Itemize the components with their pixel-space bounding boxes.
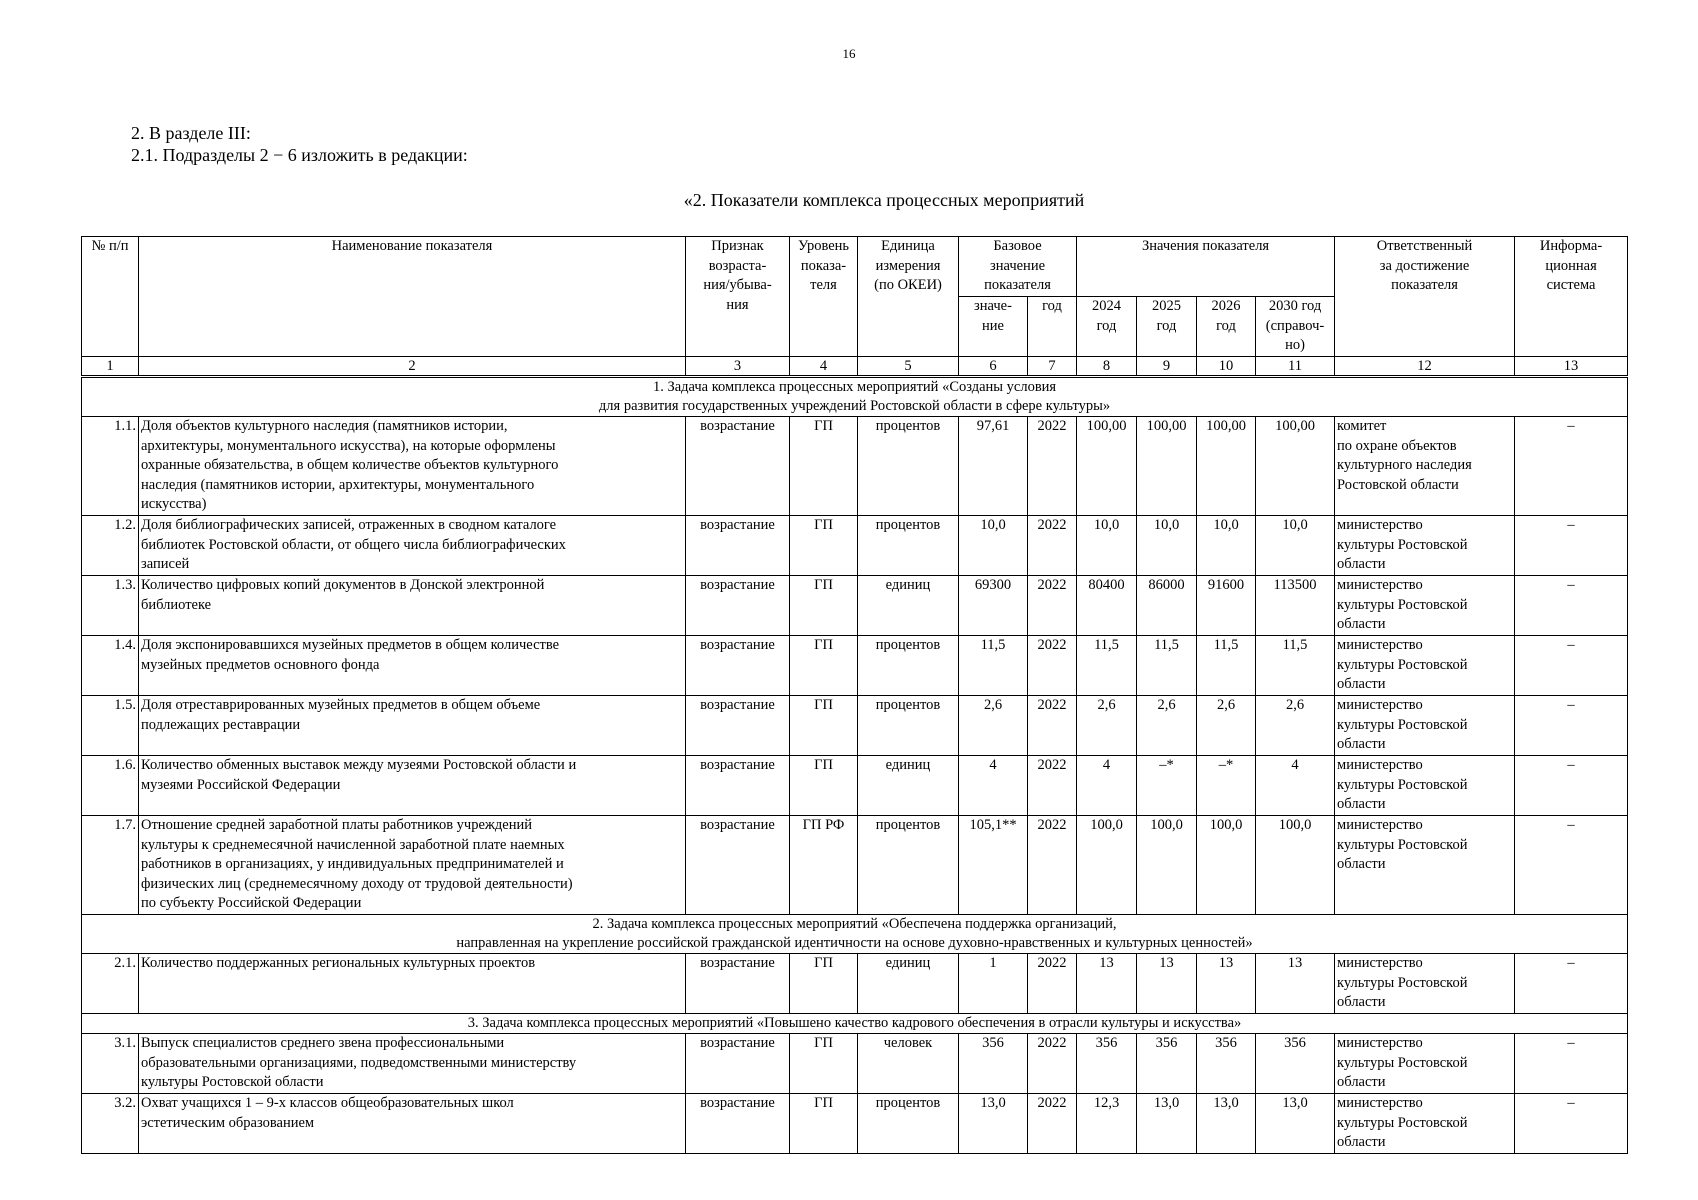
value-2026: 11,5 — [1197, 635, 1256, 695]
base-value: 4 — [959, 755, 1028, 815]
indicator-level: ГП — [790, 695, 858, 755]
trend-sign: возрастание — [686, 1033, 790, 1093]
table-row — [82, 1093, 1628, 1153]
base-value: 1 — [959, 953, 1028, 1013]
indicators-table — [81, 236, 1628, 1154]
table-row — [82, 417, 1628, 516]
intro-line-1: 2. В разделе III: — [131, 123, 251, 143]
unit-of-measure: процентов — [858, 815, 959, 914]
table-row — [82, 515, 1628, 575]
value-2024: 13 — [1077, 953, 1137, 1013]
information-system: – — [1515, 635, 1628, 695]
section-title: 1. Задача комплекса процессных мероприятий «Созданы условия для развития государственных учреждений Ростовской области в сфере культуры» — [82, 377, 1628, 417]
table-row — [82, 815, 1628, 914]
indicator-name: Количество поддержанных региональных культурных проектов — [139, 953, 686, 1013]
value-2025: 10,0 — [1137, 515, 1197, 575]
base-year: 2022 — [1028, 575, 1077, 635]
indicator-name: Доля объектов культурного наследия (памятников истории, архитектуры, монументального искусства), на которые оформлены охранные обязательства, в общем количестве объектов культурного наследия (памятников истории, архитектуры, монументального искусства) — [139, 417, 686, 516]
information-system: – — [1515, 515, 1628, 575]
base-year: 2022 — [1028, 1033, 1077, 1093]
indicator-level: ГП — [790, 1033, 858, 1093]
trend-sign: возрастание — [686, 755, 790, 815]
base-year: 2022 — [1028, 755, 1077, 815]
indicator-name: Доля отреставрированных музейных предметов в общем объеме подлежащих реставрации — [139, 695, 686, 755]
value-2025: 13,0 — [1137, 1093, 1197, 1153]
header-base: Базовое значение показателя — [959, 237, 1077, 297]
column-number: 9 — [1137, 357, 1197, 377]
column-number: 4 — [790, 357, 858, 377]
value-2026: –* — [1197, 755, 1256, 815]
header-sign: Признак возраста- ния/убыва- ния — [686, 237, 790, 357]
base-year: 2022 — [1028, 1093, 1077, 1153]
header-values: Значения показателя — [1077, 237, 1335, 297]
section-header-row — [82, 914, 1628, 953]
value-2025: –* — [1137, 755, 1197, 815]
row-number: 1.6. — [82, 755, 139, 815]
value-2026: 100,0 — [1197, 815, 1256, 914]
value-2026: 13,0 — [1197, 1093, 1256, 1153]
base-value: 2,6 — [959, 695, 1028, 755]
information-system: – — [1515, 815, 1628, 914]
trend-sign: возрастание — [686, 695, 790, 755]
indicator-name: Охват учащихся 1 – 9-х классов общеобразовательных школ эстетическим образованием — [139, 1093, 686, 1153]
information-system: – — [1515, 575, 1628, 635]
information-system: – — [1515, 1033, 1628, 1093]
base-year: 2022 — [1028, 953, 1077, 1013]
header-level: Уровень показа- теля — [790, 237, 858, 357]
responsible-body: министерство культуры Ростовской области — [1335, 953, 1515, 1013]
base-year: 2022 — [1028, 815, 1077, 914]
value-2030: 13 — [1256, 953, 1335, 1013]
indicator-name: Доля экспонировавшихся музейных предметов в общем количестве музейных предметов основного фонда — [139, 635, 686, 695]
value-2026: 13 — [1197, 953, 1256, 1013]
value-2026: 91600 — [1197, 575, 1256, 635]
value-2025: 100,00 — [1137, 417, 1197, 516]
column-number: 8 — [1077, 357, 1137, 377]
row-number: 1.3. — [82, 575, 139, 635]
trend-sign: возрастание — [686, 1093, 790, 1153]
section-title: 3. Задача комплекса процессных мероприятий «Повышено качество кадрового обеспечения в отрасли культуры и искусства» — [82, 1013, 1628, 1033]
base-year: 2022 — [1028, 515, 1077, 575]
indicator-level: ГП — [790, 515, 858, 575]
indicator-name: Выпуск специалистов среднего звена профессиональными образовательными организациями, подведомственными министерству культуры Ростовской области — [139, 1033, 686, 1093]
base-value: 97,61 — [959, 417, 1028, 516]
column-number: 1 — [82, 357, 139, 377]
indicator-level: ГП — [790, 1093, 858, 1153]
value-2024: 100,0 — [1077, 815, 1137, 914]
table-row — [82, 635, 1628, 695]
value-2025: 356 — [1137, 1033, 1197, 1093]
value-2026: 356 — [1197, 1033, 1256, 1093]
responsible-body: министерство культуры Ростовской области — [1335, 515, 1515, 575]
unit-of-measure: единиц — [858, 953, 959, 1013]
trend-sign: возрастание — [686, 815, 790, 914]
header-base-year: год — [1028, 297, 1077, 357]
indicator-level: ГП РФ — [790, 815, 858, 914]
unit-of-measure: единиц — [858, 575, 959, 635]
trend-sign: возрастание — [686, 953, 790, 1013]
information-system: – — [1515, 953, 1628, 1013]
indicator-name: Количество цифровых копий документов в Донской электронной библиотеке — [139, 575, 686, 635]
table-header — [82, 237, 1628, 377]
table-title: «2. Показатели комплекса процессных мероприятий — [683, 190, 1085, 210]
table-row — [82, 575, 1628, 635]
responsible-body: министерство культуры Ростовской области — [1335, 1033, 1515, 1093]
value-2024: 10,0 — [1077, 515, 1137, 575]
value-2024: 2,6 — [1077, 695, 1137, 755]
value-2026: 2,6 — [1197, 695, 1256, 755]
value-2025: 13 — [1137, 953, 1197, 1013]
value-2030: 11,5 — [1256, 635, 1335, 695]
intro-text — [131, 122, 468, 166]
row-number: 3.1. — [82, 1033, 139, 1093]
value-2024: 356 — [1077, 1033, 1137, 1093]
unit-of-measure: процентов — [858, 635, 959, 695]
indicator-level: ГП — [790, 575, 858, 635]
section-header-row — [82, 377, 1628, 417]
value-2026: 100,00 — [1197, 417, 1256, 516]
header-base-value: значе- ние — [959, 297, 1028, 357]
value-2025: 86000 — [1137, 575, 1197, 635]
responsible-body: министерство культуры Ростовской области — [1335, 635, 1515, 695]
header-2025: 2025 год — [1137, 297, 1197, 357]
row-number: 2.1. — [82, 953, 139, 1013]
base-value: 13,0 — [959, 1093, 1028, 1153]
value-2030: 100,0 — [1256, 815, 1335, 914]
column-number: 13 — [1515, 357, 1628, 377]
unit-of-measure: процентов — [858, 515, 959, 575]
base-year: 2022 — [1028, 417, 1077, 516]
base-value: 356 — [959, 1033, 1028, 1093]
responsible-body: министерство культуры Ростовской области — [1335, 695, 1515, 755]
column-number: 3 — [686, 357, 790, 377]
intro-line-2: 2.1. Подразделы 2 − 6 изложить в редакции: — [131, 145, 468, 165]
information-system: – — [1515, 1093, 1628, 1153]
table-row — [82, 953, 1628, 1013]
responsible-body: министерство культуры Ростовской области — [1335, 755, 1515, 815]
unit-of-measure: процентов — [858, 417, 959, 516]
value-2024: 4 — [1077, 755, 1137, 815]
responsible-body: комитет по охране объектов культурного наследия Ростовской области — [1335, 417, 1515, 516]
responsible-body: министерство культуры Ростовской области — [1335, 575, 1515, 635]
column-number: 2 — [139, 357, 686, 377]
base-value: 10,0 — [959, 515, 1028, 575]
header-2024: 2024 год — [1077, 297, 1137, 357]
indicator-name: Доля библиографических записей, отраженных в сводном каталоге библиотек Ростовской области, от общего числа библиографических записей — [139, 515, 686, 575]
unit-of-measure: процентов — [858, 695, 959, 755]
unit-of-measure: человек — [858, 1033, 959, 1093]
row-number: 1.2. — [82, 515, 139, 575]
page-number: 16 — [842, 46, 856, 61]
information-system: – — [1515, 755, 1628, 815]
value-2030: 13,0 — [1256, 1093, 1335, 1153]
unit-of-measure: единиц — [858, 755, 959, 815]
value-2030: 113500 — [1256, 575, 1335, 635]
base-value: 69300 — [959, 575, 1028, 635]
header-2026: 2026 год — [1197, 297, 1256, 357]
table-row — [82, 755, 1628, 815]
column-number-row — [82, 357, 1628, 377]
section-title: 2. Задача комплекса процессных мероприятий «Обеспечена поддержка организаций, направленная на укрепление российской гражданской идентичности на основе духовно-нравственных и культурных ценностей» — [82, 914, 1628, 953]
column-number: 11 — [1256, 357, 1335, 377]
indicator-level: ГП — [790, 417, 858, 516]
indicator-name: Количество обменных выставок между музеями Ростовской области и музеями Российской Федерации — [139, 755, 686, 815]
row-number: 1.1. — [82, 417, 139, 516]
value-2030: 2,6 — [1256, 695, 1335, 755]
value-2030: 4 — [1256, 755, 1335, 815]
row-number: 1.5. — [82, 695, 139, 755]
value-2030: 100,00 — [1256, 417, 1335, 516]
value-2030: 356 — [1256, 1033, 1335, 1093]
header-num: № п/п — [82, 237, 139, 357]
base-value: 105,1** — [959, 815, 1028, 914]
information-system: – — [1515, 695, 1628, 755]
value-2025: 2,6 — [1137, 695, 1197, 755]
column-number: 10 — [1197, 357, 1256, 377]
indicator-level: ГП — [790, 635, 858, 695]
value-2024: 100,00 — [1077, 417, 1137, 516]
section-header-row — [82, 1013, 1628, 1033]
table-body — [82, 377, 1628, 1154]
table-row — [82, 695, 1628, 755]
value-2024: 11,5 — [1077, 635, 1137, 695]
trend-sign: возрастание — [686, 417, 790, 516]
row-number: 1.4. — [82, 635, 139, 695]
column-number: 7 — [1028, 357, 1077, 377]
column-number: 5 — [858, 357, 959, 377]
header-infosys: Информа- ционная система — [1515, 237, 1628, 357]
value-2030: 10,0 — [1256, 515, 1335, 575]
indicator-level: ГП — [790, 953, 858, 1013]
value-2025: 100,0 — [1137, 815, 1197, 914]
value-2024: 80400 — [1077, 575, 1137, 635]
trend-sign: возрастание — [686, 635, 790, 695]
header-unit: Единица измерения (по ОКЕИ) — [858, 237, 959, 357]
trend-sign: возрастание — [686, 515, 790, 575]
value-2025: 11,5 — [1137, 635, 1197, 695]
row-number: 1.7. — [82, 815, 139, 914]
value-2024: 12,3 — [1077, 1093, 1137, 1153]
row-number: 3.2. — [82, 1093, 139, 1153]
column-number: 6 — [959, 357, 1028, 377]
indicator-name: Отношение средней заработной платы работников учреждений культуры к среднемесячной начисленной заработной плате наемных работников в организациях, у индивидуальных предпринимателей и физических лиц (среднемесячному доходу от трудовой деятельности) по субъекту Российской Федерации — [139, 815, 686, 914]
header-2030: 2030 год (справоч- но) — [1256, 297, 1335, 357]
information-system: – — [1515, 417, 1628, 516]
trend-sign: возрастание — [686, 575, 790, 635]
value-2026: 10,0 — [1197, 515, 1256, 575]
responsible-body: министерство культуры Ростовской области — [1335, 1093, 1515, 1153]
responsible-body: министерство культуры Ростовской области — [1335, 815, 1515, 914]
indicator-level: ГП — [790, 755, 858, 815]
header-responsible: Ответственный за достижение показателя — [1335, 237, 1515, 357]
base-value: 11,5 — [959, 635, 1028, 695]
base-year: 2022 — [1028, 695, 1077, 755]
table-row — [82, 1033, 1628, 1093]
column-number: 12 — [1335, 357, 1515, 377]
unit-of-measure: процентов — [858, 1093, 959, 1153]
header-name: Наименование показателя — [139, 237, 686, 357]
base-year: 2022 — [1028, 635, 1077, 695]
